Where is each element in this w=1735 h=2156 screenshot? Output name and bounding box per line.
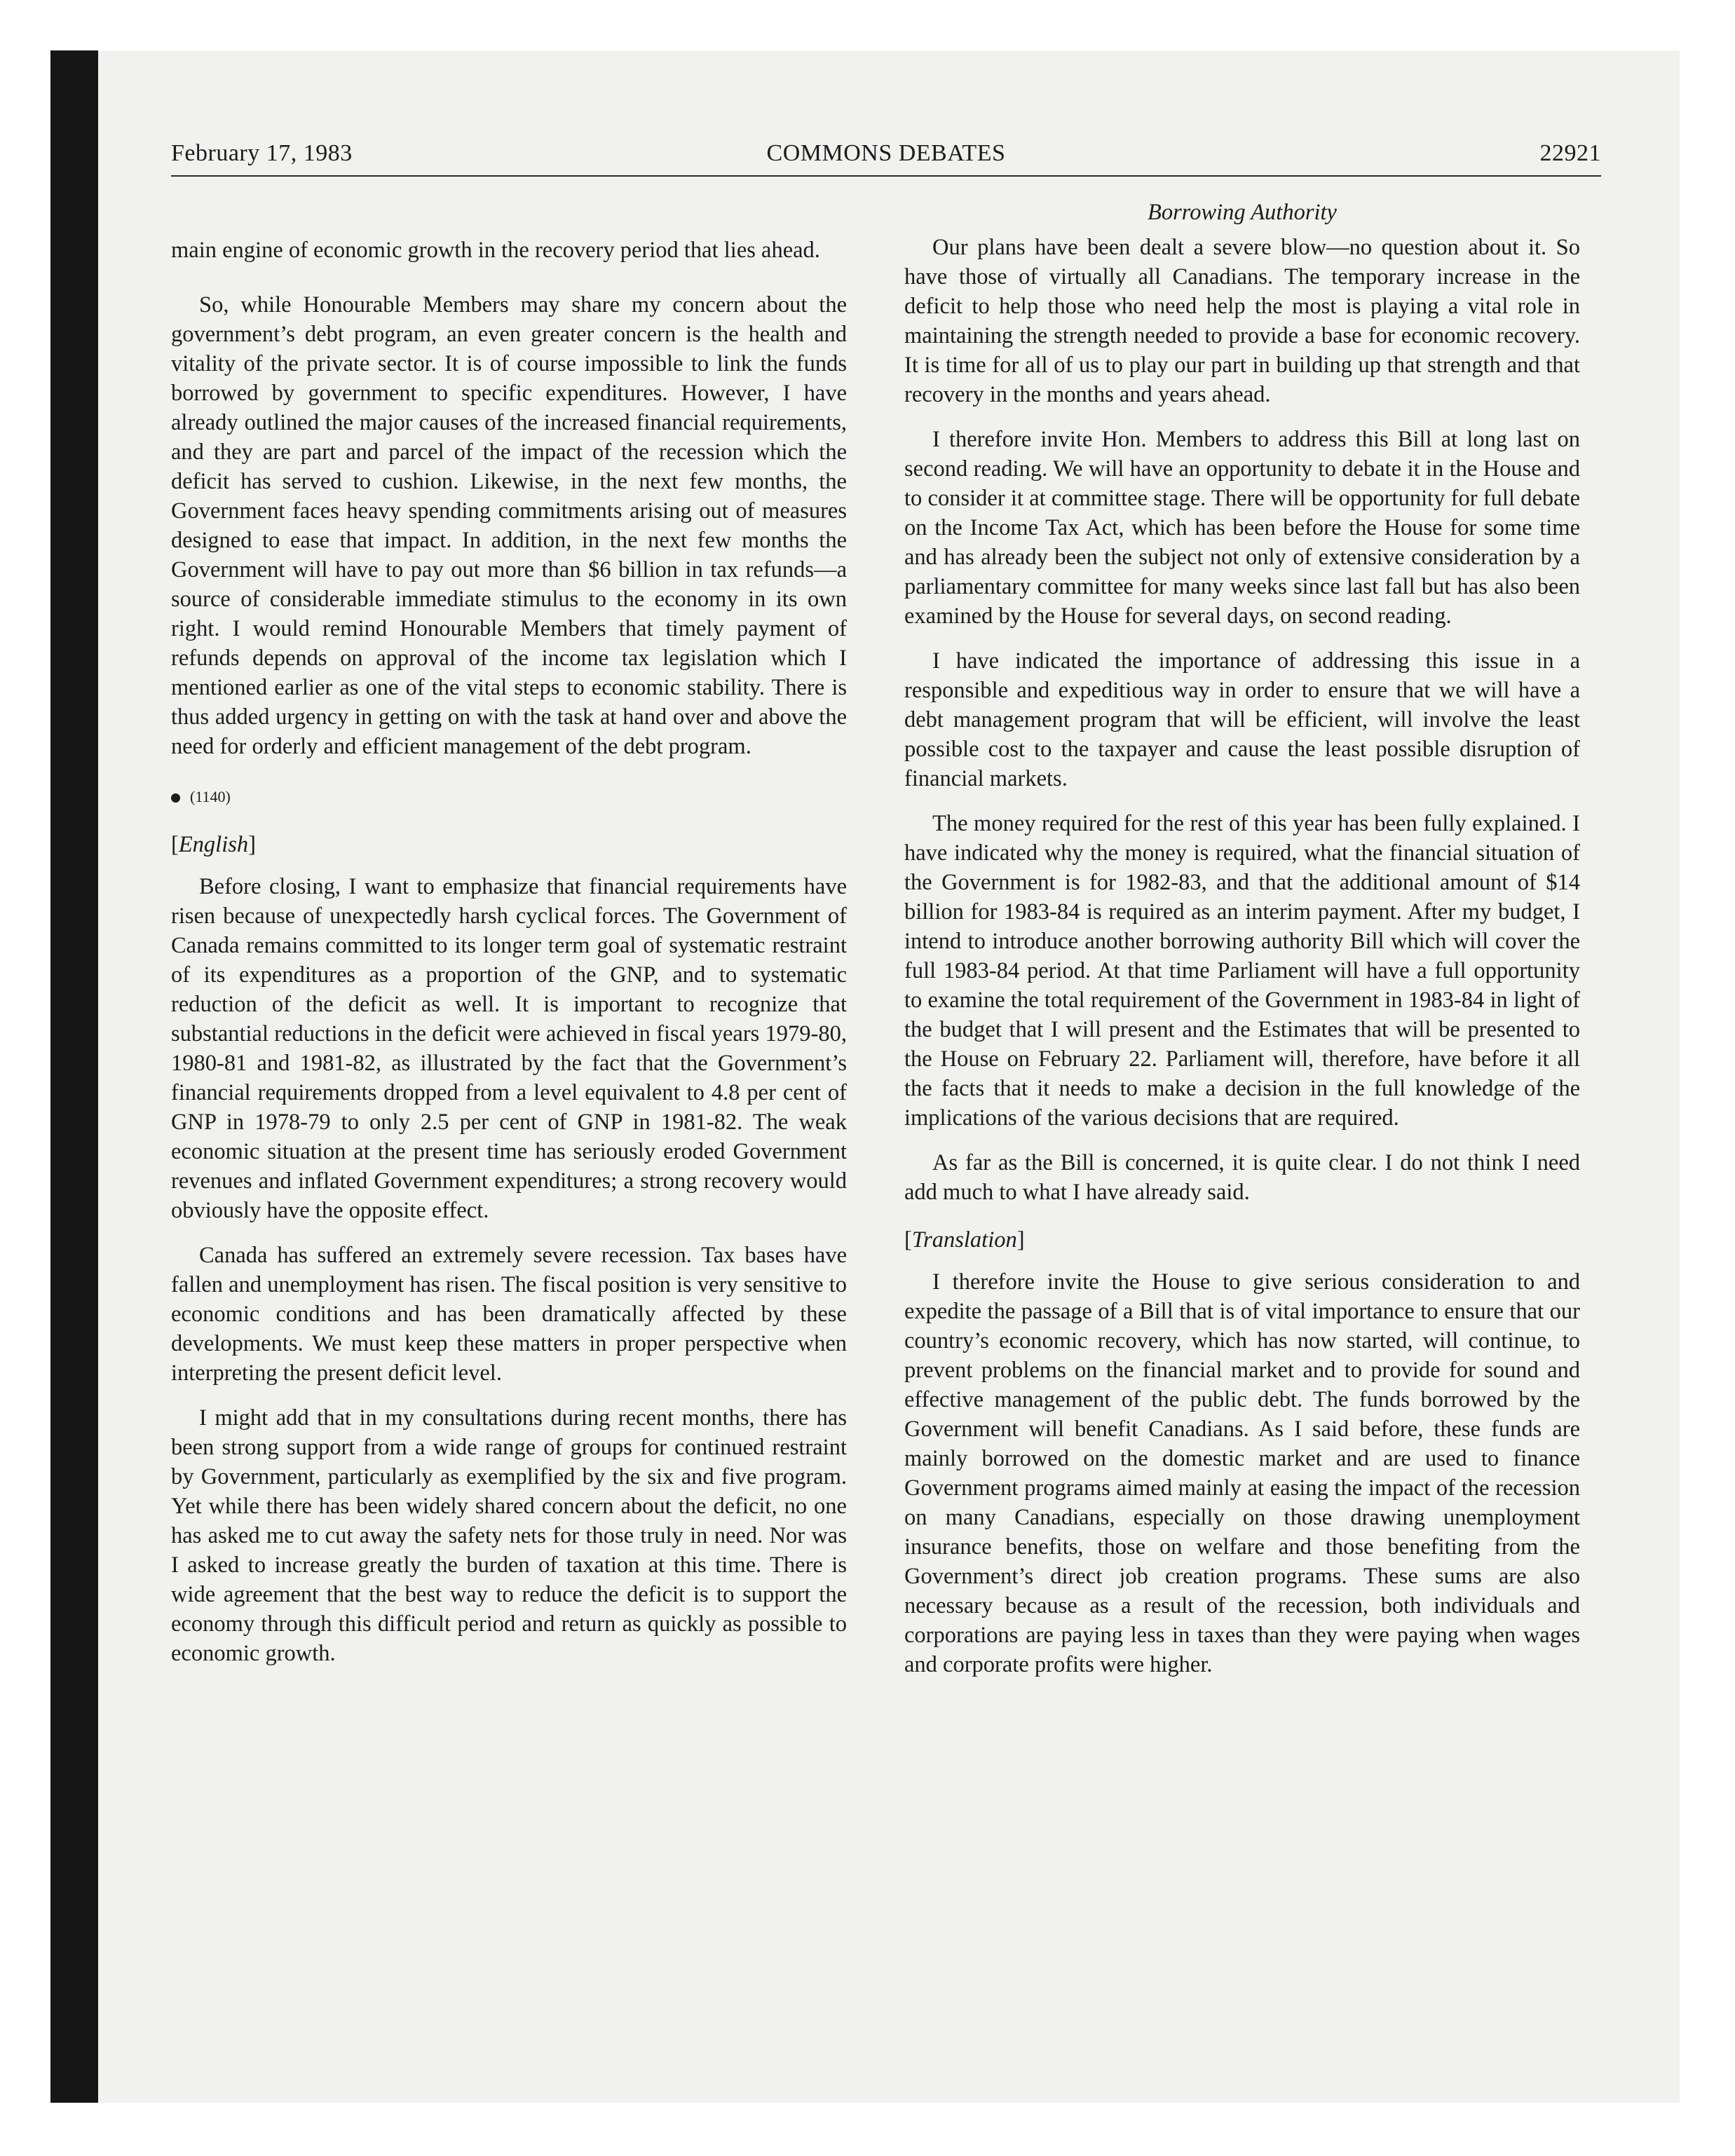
- right-paragraph-2: I therefore invite Hon. Members to address this Bill at long last on second reading. We will have an opportunity to debate it in the House and to consider it at committee stage. There will be opportunity for full debate on the Income Tax Act, which has been before the House for some time and has already been the subject not only of extensive consideration by a parliamentary committee for many weeks since last fall but has also been examined by the House for several days, on second reading.: [904, 427, 1580, 629]
- header-rule: [171, 175, 1601, 177]
- left-paragraph-2: So, while Honourable Members may share my concern about the government’s debt program, an even greater concern is the health and vitality of the private sector. It is of course impossible to link the funds borrowed by government to specific expenditures. However, I have already outlined the major causes of the increased financial requirements, and they are part and parcel of the impact of the recession which the deficit has served to cushion. Likewise, in the next few months, the Government faces heavy spending commitments arising out of measures designed to ease that impact. In addition, in the next few months the Government will have to pay out more than $6 billion in tax refunds—a source of considerable immediate stimulus to the economy in its own right. I would remind Honourable Members that timely payment of refunds depends on approval of the income tax legislation which I mentioned earlier as one of the vital steps to economic stability. There is thus added urgency in getting on with the task at hand over and above the need for orderly and efficient management of the debt program.: [171, 292, 847, 759]
- language-tag-english: [English]: [171, 832, 256, 857]
- language-tag-label: English: [178, 832, 249, 857]
- right-paragraph-3: I have indicated the importance of addressing this issue in a responsible and expeditious way in order to ensure that we will have a debt management program that will be efficient, will involve the least possible cost to the taxpayer and cause the least possible disruption of financial markets.: [904, 648, 1580, 791]
- right-paragraph-6: I therefore invite the House to give serious consideration to and expedite the passage of a Bill that is of vital importance to ensure that our country’s economic recovery, which has now started, will continue, to prevent problems on the financial market and to provide for sound and effective management of the public debt. The funds borrowed by the Government will benefit Canadians. As I said before, these funds are mainly borrowed on the domestic market and are used to finance Government programs aimed mainly at easing the impact of the recession on many Canadians, especially on those drawing unemployment insurance benefits, those on welfare and those benefiting from the Government’s direct job creation programs. These sums are also necessary because as a result of the recession, both individuals and corporations are paying less in taxes than they were paying when wages and corporate profits were higher.: [904, 1269, 1580, 1677]
- timestamp-label: (1140): [190, 788, 231, 805]
- right-paragraph-5: As far as the Bill is concerned, it is quite clear. I do not think I need add much to what I have already said.: [904, 1150, 1580, 1205]
- left-paragraph-5: I might add that in my consultations during recent months, there has been strong support from a wide range of groups for continued restraint by Government, particularly as exemplified by the six and five program. Yet while there has been widely shared concern about the deficit, no one has asked me to cut away the safety nets for those truly in need. Nor was I asked to increase greatly the burden of taxation at this time. There is wide agreement that the best way to reduce the deficit is to support the economy through this difficult period and return as quickly as possible to economic growth.: [171, 1405, 847, 1666]
- header-date: February 17, 1983: [171, 140, 353, 166]
- left-paragraph-1: main engine of economic growth in the recovery period that lies ahead.: [171, 238, 820, 263]
- left-paragraph-4: Canada has suffered an extremely severe recession. Tax bases have fallen and unemployment has risen. The fiscal position is very sensitive to economic conditions and has been dramatically affected by these developments. We must keep these matters in proper perspective when interpreting the present deficit level.: [171, 1243, 847, 1386]
- timestamp-marker: [171, 782, 847, 812]
- language-tag-label: Translation: [911, 1227, 1017, 1253]
- section-heading: Borrowing Authority: [1148, 200, 1337, 225]
- scan-edge-shadow: [50, 50, 98, 2103]
- header-page-number: 22921: [1539, 140, 1601, 166]
- left-column: [171, 236, 847, 1684]
- language-tag-translation: [Translation]: [904, 1227, 1025, 1253]
- running-head: [171, 140, 1601, 177]
- right-column: [904, 198, 1580, 1695]
- right-paragraph-4: The money required for the rest of this year has been fully explained. I have indicated why the money is required, what the financial situation of the Government is for 1982-83, and that the additional amount of $14 billion for 1983-84 is required as an interim payment. After my budget, I intend to introduce another borrowing authority Bill which will cover the full 1983-84 period. At that time Parliament will have a full opportunity to examine the total requirement of the Government in 1983-84 in light of the budget that I will present and the Estimates that will be presented to the House on February 22. Parliament will, therefore, have before it all the facts that it needs to make a decision in the full knowledge of the implications of the various decisions that are required.: [904, 811, 1580, 1131]
- right-paragraph-1: Our plans have been dealt a severe blow—no question about it. So have those of virtually all Canadians. The temporary increase in the deficit to help those who need help the most is playing a vital role in maintaining the strength needed to provide a base for economic recovery. It is time for all of us to play our part in building up that strength and that recovery in the months and years ahead.: [904, 235, 1580, 407]
- header-title: COMMONS DEBATES: [766, 140, 1006, 166]
- left-paragraph-3: Before closing, I want to emphasize that financial requirements have risen because of unexpectedly harsh cyclical forces. The Government of Canada remains committed to its longer term goal of systematic restraint of its expenditures as a proportion of the GNP, and to systematic reduction of the deficit as well. It is important to recognize that substantial reductions in the deficit were achieved in fiscal years 1979-80, 1980-81 and 1981-82, as illustrated by the fact that the Government’s financial requirements dropped from a level equivalent to 4.8 per cent of GNP in 1978-79 to only 2.5 per cent of GNP in 1981-82. The weak economic situation at the present time has seriously eroded Government revenues and inflated Government expenditures; a strong recovery would obviously have the opposite effect.: [171, 874, 847, 1223]
- bullet-icon: [171, 793, 180, 803]
